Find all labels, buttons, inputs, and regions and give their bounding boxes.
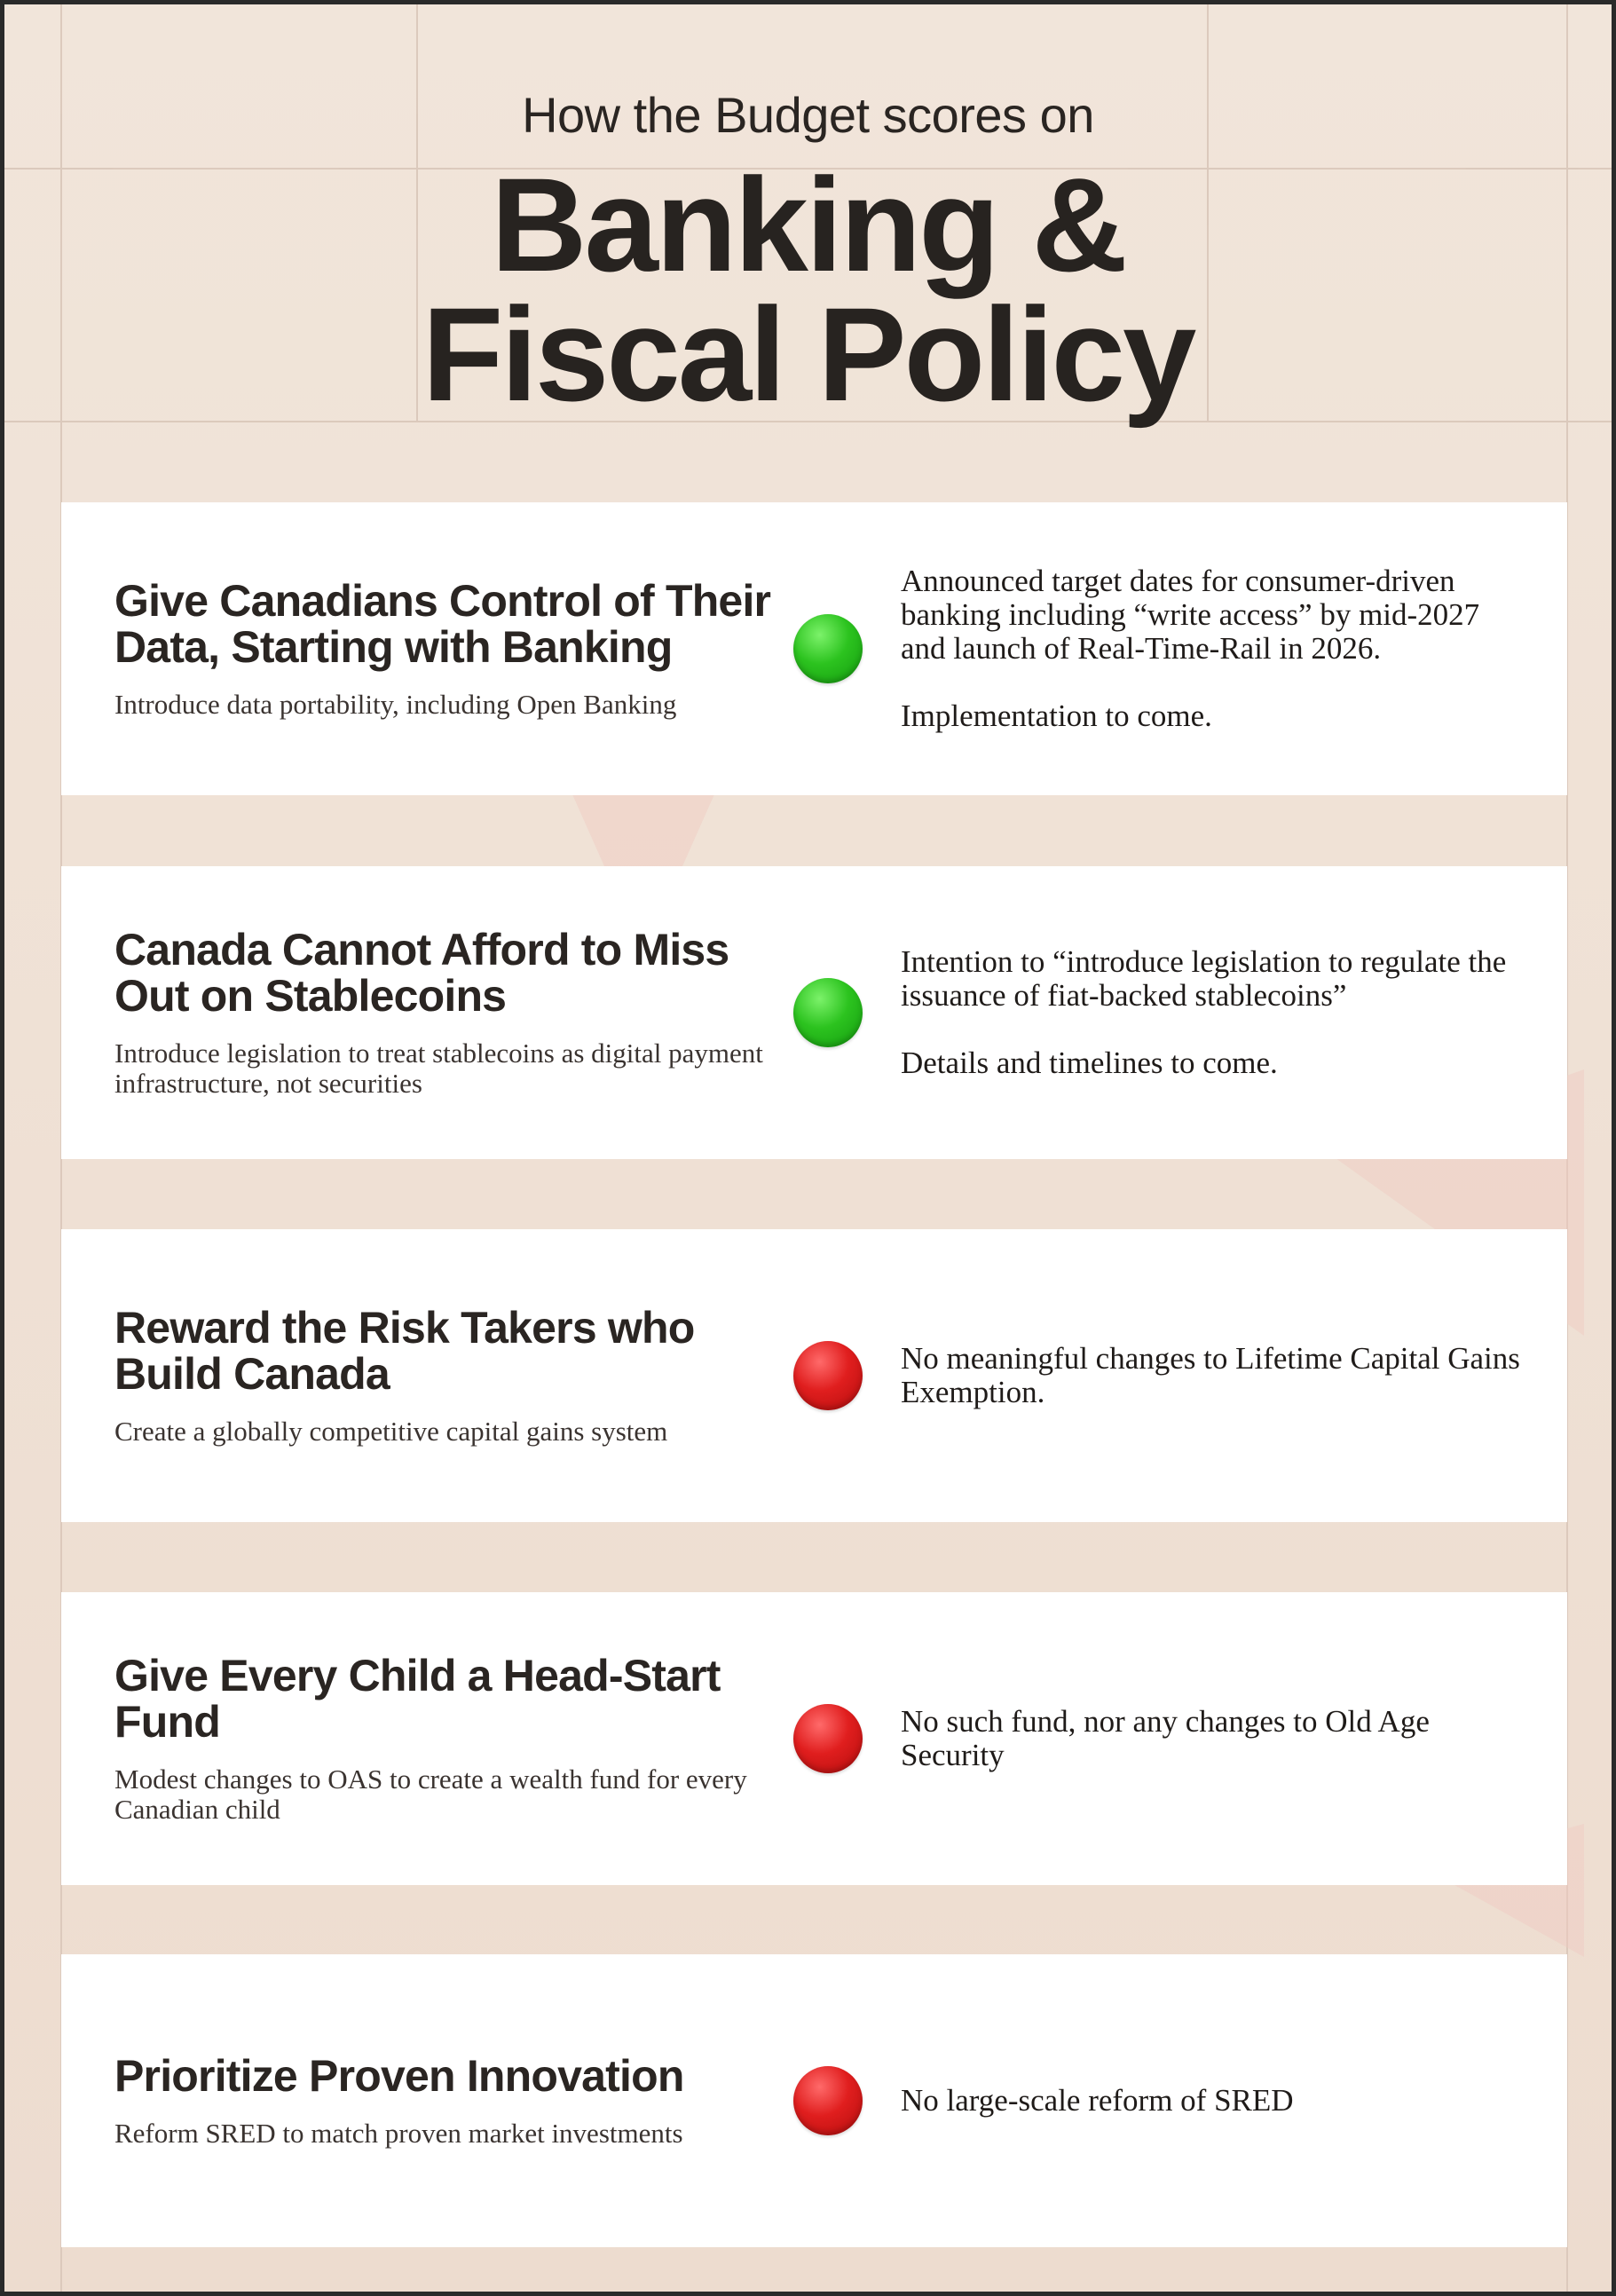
page-title	[4, 150, 1612, 429]
policy-assessment	[901, 866, 1522, 1159]
policy-proposal	[114, 1954, 789, 2247]
policy-description: Create a globally competitive capital gains system	[114, 1416, 668, 1447]
green-rating-icon	[793, 978, 863, 1047]
policy-assessment	[901, 1592, 1522, 1885]
policy-description: Reform SRED to match proven market investments	[114, 2118, 683, 2149]
header	[4, 4, 1612, 429]
policy-title: Give Every Child a Head-Start Fund	[114, 1651, 721, 1747]
policy-assessment	[901, 502, 1522, 795]
policy-card	[61, 502, 1567, 795]
red-rating-icon	[793, 1704, 863, 1773]
red-rating-icon	[793, 1341, 863, 1410]
policy-description: Modest changes to OAS to create a wealth fund for every Canadian child	[114, 1763, 747, 1825]
policy-assessment	[901, 1954, 1522, 2247]
page-subtitle: How the Budget scores on	[522, 87, 1094, 143]
policy-card	[61, 1592, 1567, 1885]
policy-proposal	[114, 866, 789, 1159]
assessment-text: No large-scale reform of SRED	[901, 2083, 1294, 2118]
policy-card	[61, 1229, 1567, 1522]
policy-card	[61, 866, 1567, 1159]
policy-assessment	[901, 1229, 1522, 1522]
title-line-2: Fiscal Policy	[422, 280, 1194, 429]
policy-title: Prioritize Proven Innovation	[114, 2051, 684, 2101]
policy-description: Introduce data portability, including Open Banking	[114, 689, 677, 720]
policy-description: Introduce legislation to treat stablecoins as digital payment infrastructure, not securities	[114, 1038, 763, 1099]
assessment-text: Details and timelines to come.	[901, 1045, 1278, 1080]
assessment-text: Intention to “introduce legislation to regulate the issuance of fiat-backed stablecoins”	[901, 944, 1507, 1013]
policy-proposal	[114, 1592, 789, 1885]
green-rating-icon	[793, 614, 863, 683]
policy-title: Give Canadians Control of Their Data, Starting with Banking	[114, 576, 771, 672]
policy-proposal	[114, 1229, 789, 1522]
assessment-text: Announced target dates for consumer-driven banking including “write access” by mid-2027 and launch of Real-Time-Rail in 2026.	[901, 564, 1480, 666]
title-line-1: Banking &	[491, 150, 1125, 299]
policy-title: Reward the Risk Takers who Build Canada	[114, 1303, 695, 1399]
policy-proposal	[114, 502, 789, 795]
assessment-text: Implementation to come.	[901, 698, 1212, 733]
policy-card	[61, 1954, 1567, 2247]
assessment-text: No such fund, nor any changes to Old Age Security	[901, 1704, 1430, 1772]
red-rating-icon	[793, 2066, 863, 2135]
assessment-text: No meaningful changes to Lifetime Capital Gains Exemption.	[901, 1341, 1520, 1409]
policy-title: Canada Cannot Afford to Miss Out on Stablecoins	[114, 925, 729, 1021]
